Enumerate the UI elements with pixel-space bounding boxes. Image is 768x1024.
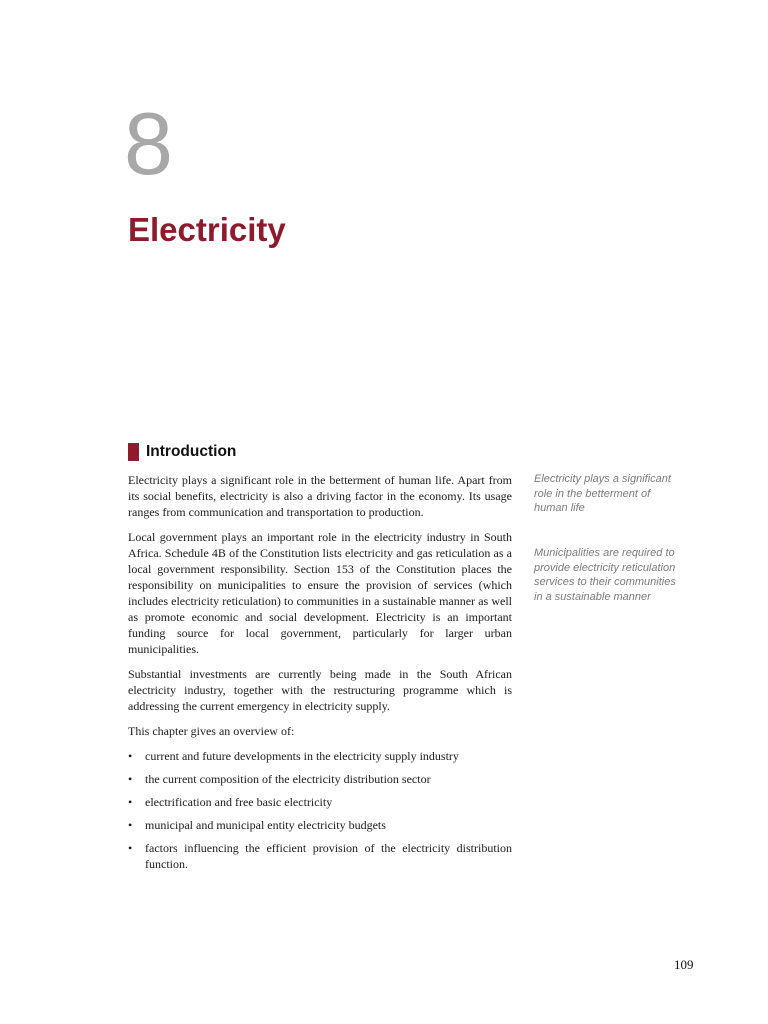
list-item-text: electrification and free basic electricity	[145, 795, 333, 809]
list-item	[128, 771, 512, 787]
bullet-icon: •	[128, 749, 133, 763]
page-number: 109	[674, 957, 694, 972]
paragraph-local-government: Local government plays an important role in the electricity industry in South Africa. Schedule 4B of the Constitution lists electricity and gas reticulation as a local government responsibility. Section 153 of the Constitution places the responsibility on municipalities to ensure the provision of services (which includes electricity reticulation) to communities in a sustainable manner as well as promote economic and social development. Electricity is an important funding source for local government, particularly for larger urban municipalities.	[128, 530, 512, 656]
bullet-icon: •	[128, 818, 133, 832]
bullet-icon: •	[128, 841, 133, 855]
paragraph-investments: Substantial investments are currently being made in the South African electricity industry, together with the restructuring programme which is addressing the current emergency in electricity supply.	[128, 667, 512, 713]
paragraph-intro: Electricity plays a significant role in the betterment of human life. Apart from its social benefits, electricity is also a driving factor in the economy. Its usage ranges from communication and transportation to production.	[128, 473, 512, 519]
list-item-text: current and future developments in the electricity supply industry	[145, 749, 459, 763]
section-heading	[128, 443, 236, 461]
list-item	[128, 748, 512, 764]
bullet-icon: •	[128, 772, 133, 786]
chapter-title: Electricity	[128, 211, 286, 248]
section-heading-text: Introduction	[146, 443, 237, 460]
sidebar-note: Municipalities are required to provide electricity reticulation services to their communities in a sustainable manner	[534, 547, 676, 603]
list-item-text: factors influencing the efficient provision of the electricity distribution function.	[145, 841, 512, 871]
main-body	[128, 472, 512, 879]
sidebar-note: Electricity plays a significant role in the betterment of human life	[534, 473, 671, 515]
list-item	[128, 840, 512, 872]
list-item-text: municipal and municipal entity electricity budgets	[145, 818, 386, 832]
section-marker	[128, 443, 139, 461]
overview-list	[128, 748, 512, 872]
list-item	[128, 794, 512, 810]
bullet-icon: •	[128, 795, 133, 809]
paragraph-overview-lead: This chapter gives an overview of:	[128, 724, 295, 738]
chapter-number: 8	[124, 94, 173, 193]
list-item-text: the current composition of the electricity distribution sector	[145, 772, 431, 786]
list-item	[128, 817, 512, 833]
